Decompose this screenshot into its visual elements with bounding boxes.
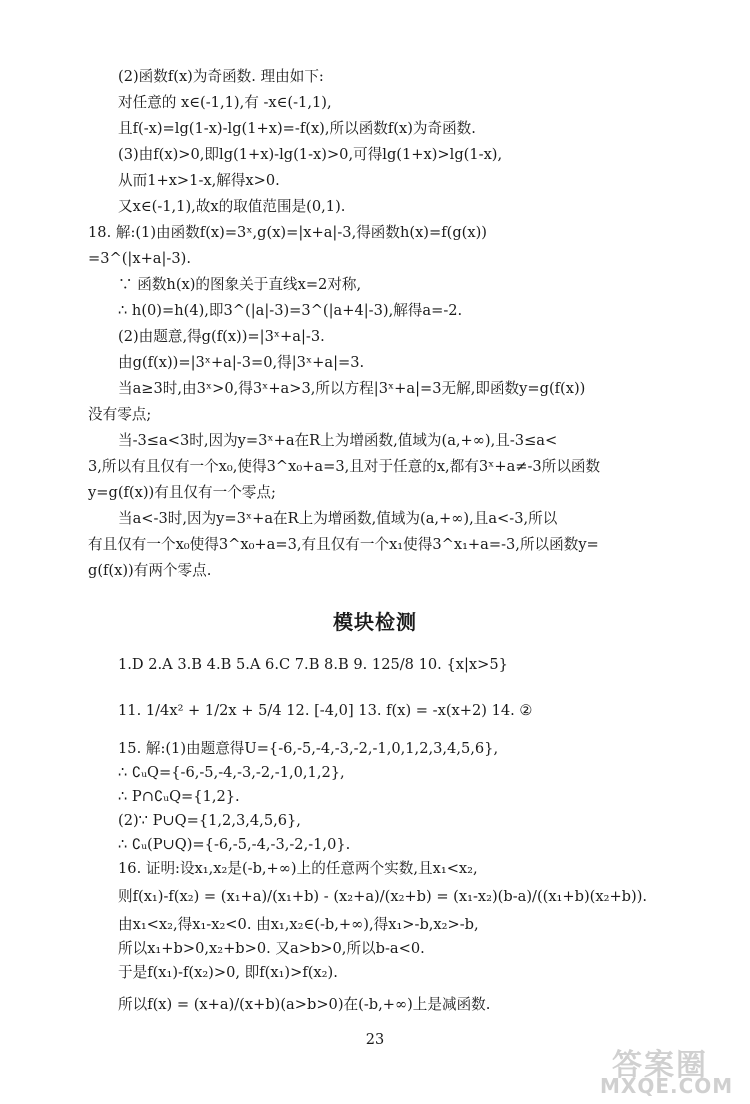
text-line: 又x∈(-1,1),故x的取值范围是(0,1). (118, 198, 346, 215)
watermark-logo (600, 1040, 745, 1100)
text-line: =3^(|x+a|-3). (88, 250, 191, 267)
text-line: 由g(f(x))=|3ˣ+a|-3=0,得|3ˣ+a|=3. (118, 354, 365, 371)
text-line: 15. 解:(1)由题意得U={-6,-5,-4,-3,-2,-1,0,1,2,3,4,5,6}, (118, 740, 499, 757)
text-line: 有且仅有一个x₀使得3^x₀+a=3,有且仅有一个x₁使得3^x₁+a=-3,所以函数y= (88, 536, 599, 553)
text-line: ∴ P∩∁ᵤQ={1,2}. (118, 788, 240, 805)
text-line: 16. 证明:设x₁,x₂是(-b,+∞)上的任意两个实数,且x₁<x₂, (118, 860, 478, 877)
text-line: (2)∵ P∪Q={1,2,3,4,5,6}, (118, 812, 301, 829)
text-line: ∴ ∁ᵤQ={-6,-5,-4,-3,-2,-1,0,1,2}, (118, 764, 345, 781)
text-line: g(f(x))有两个零点. (88, 562, 212, 579)
text-line: ∵ 函数h(x)的图象关于直线x=2对称, (118, 276, 362, 293)
text-line: 当a<-3时,因为y=3ˣ+a在R上为增函数,值域为(a,+∞),且a<-3,所以 (118, 510, 558, 527)
text-line: 所以f(x) = (x+a)/(x+b)(a>b>0)在(-b,+∞)上是减函数. (118, 996, 491, 1013)
text-line: (3)由f(x)>0,即lg(1+x)-lg(1-x)>0,可得lg(1+x)>lg(1-x), (118, 146, 503, 163)
text-line: ∴ h(0)=h(4),即3^(|a|-3)=3^(|a+4|-3),解得a=-2. (118, 302, 463, 319)
section-title: 模块检测 (333, 610, 417, 634)
answer-line: 1.D 2.A 3.B 4.B 5.A 6.C 7.B 8.B 9. 125/8 10. {x|x>5} (118, 656, 508, 673)
text-line: 从而1+x>1-x,解得x>0. (118, 172, 280, 189)
text-line: y=g(f(x))有且仅有一个零点; (88, 484, 276, 501)
answer-line: 11. 1/4x² + 1/2x + 5/4 12. [-4,0] 13. f(x) = -x(x+2) 14. ② (118, 702, 533, 719)
text-line: 当-3≤a<3时,因为y=3ˣ+a在R上为增函数,值域为(a,+∞),且-3≤a< (118, 432, 558, 449)
text-line: (2)函数f(x)为奇函数. 理由如下: (118, 68, 324, 85)
text-line: 没有零点; (88, 406, 152, 423)
text-line: (2)由题意,得g(f(x))=|3ˣ+a|-3. (118, 328, 325, 345)
watermark-en: MXQE.COM (600, 1074, 734, 1098)
text-line: 由x₁<x₂,得x₁-x₂<0. 由x₁,x₂∈(-b,+∞),得x₁>-b,x₂>-b, (118, 916, 479, 933)
watermark-cn: 答案圈 (612, 1048, 708, 1083)
text-line: 对任意的 x∈(-1,1),有 -x∈(-1,1), (118, 94, 332, 111)
text-line: 当a≥3时,由3ˣ>0,得3ˣ+a>3,所以方程|3ˣ+a|=3无解,即函数y=g(f(x)) (118, 380, 586, 397)
text-line: 且f(-x)=lg(1-x)-lg(1+x)=-f(x),所以函数f(x)为奇函数. (118, 120, 476, 137)
text-line: 所以x₁+b>0,x₂+b>0. 又a>b>0,所以b-a<0. (118, 940, 425, 957)
text-line: 18. 解:(1)由函数f(x)=3ˣ,g(x)=|x+a|-3,得函数h(x)=f(g(x)) (88, 224, 487, 241)
text-line: ∴ ∁ᵤ(P∪Q)={-6,-5,-4,-3,-2,-1,0}. (118, 836, 351, 853)
page-number: 23 (365, 1032, 385, 1048)
text-line: 于是f(x₁)-f(x₂)>0, 即f(x₁)>f(x₂). (118, 964, 338, 981)
text-line: 3,所以有且仅有一个x₀,使得3^x₀+a=3,且对于任意的x,都有3ˣ+a≠-3所以函数 (88, 458, 601, 475)
text-line: 则f(x₁)-f(x₂) = (x₁+a)/(x₁+b) - (x₂+a)/(x₂+b) = (x₁-x₂)(b-a)/((x₁+b)(x₂+b)). (118, 888, 648, 905)
